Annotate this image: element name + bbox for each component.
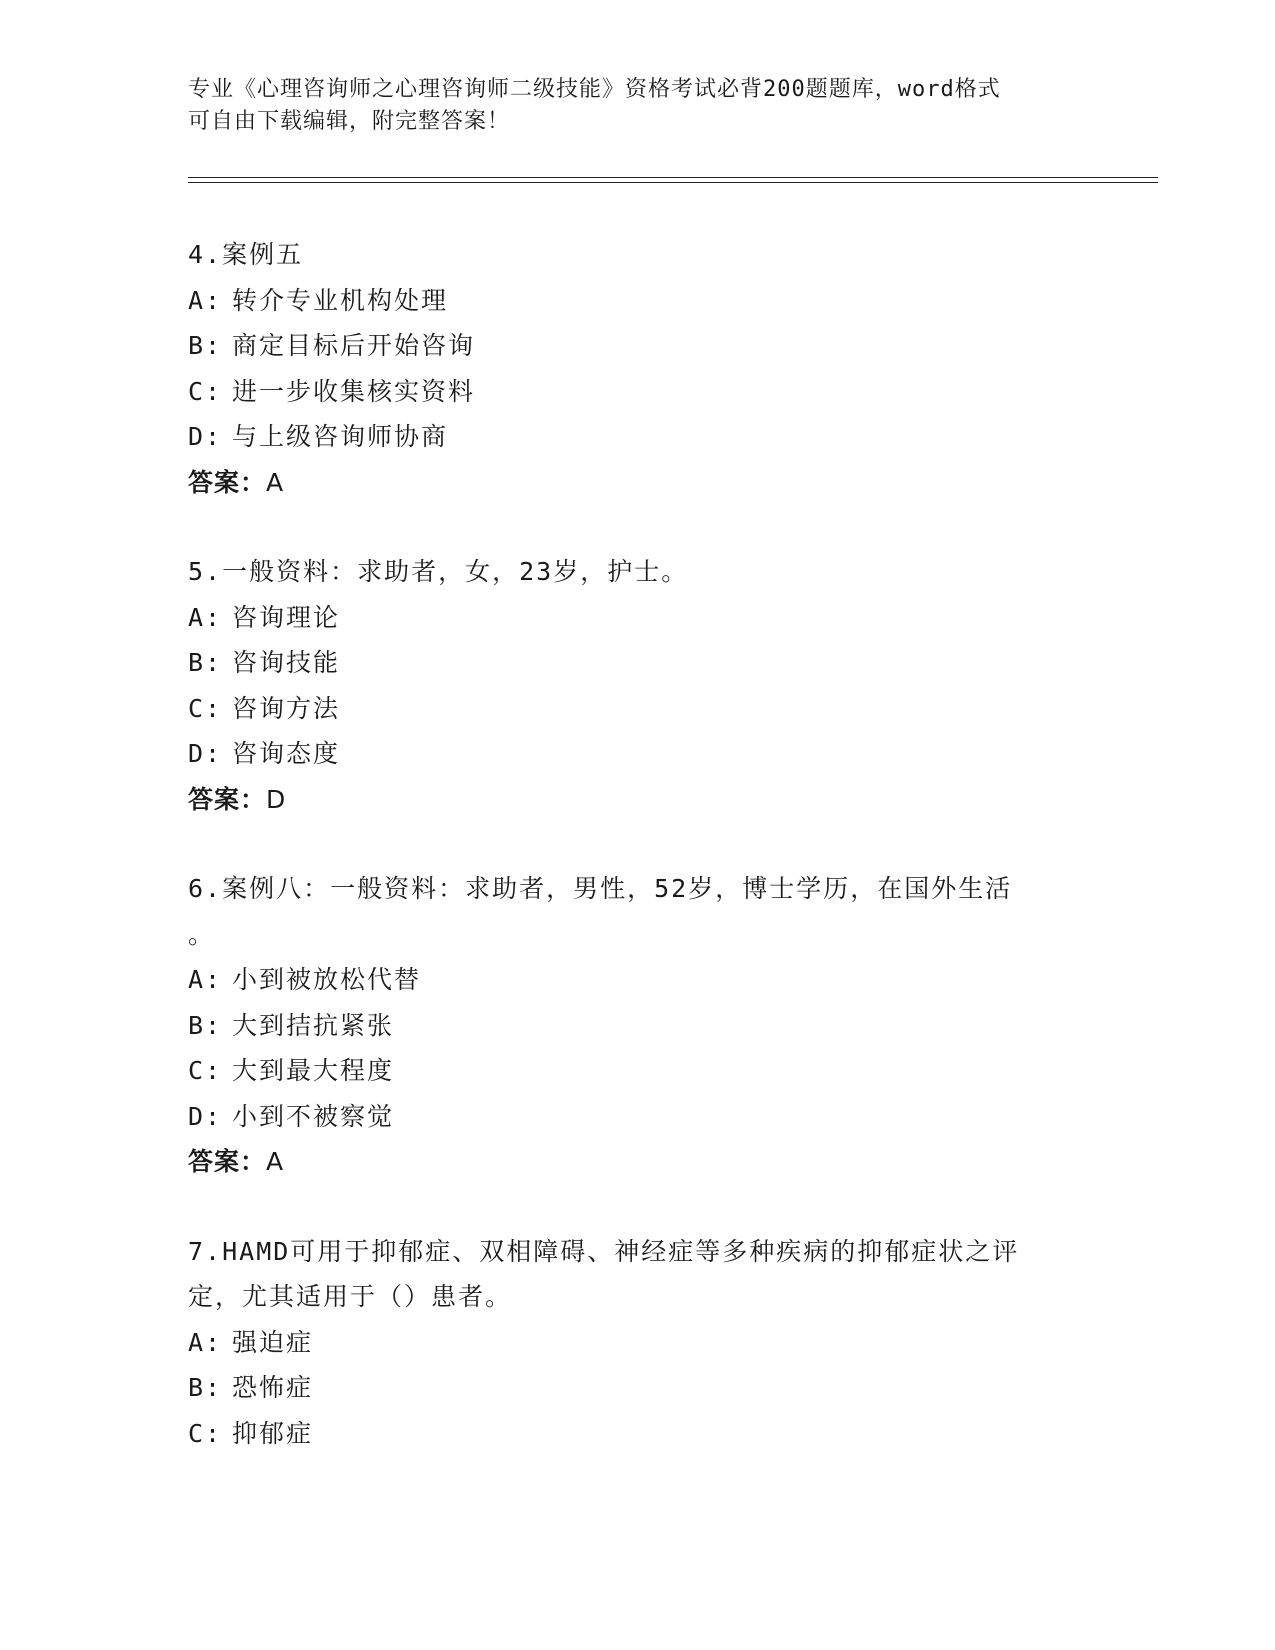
option-key: C: — [188, 1418, 223, 1448]
header-divider-bottom — [188, 182, 1158, 183]
option-text: 咨询技能 — [232, 648, 341, 677]
option-c — [188, 1411, 1068, 1457]
option-text: 小到被放松代替 — [232, 965, 422, 994]
option-key: D: — [188, 422, 223, 451]
option-key: A: — [188, 965, 223, 994]
option-text: 大到拮抗紧张 — [232, 1010, 395, 1040]
answer-line — [188, 460, 1068, 506]
answer-line — [188, 777, 1068, 823]
question-stem-line: 4.案例五 — [188, 240, 304, 269]
option-text: 抑郁症 — [232, 1418, 314, 1448]
option-c — [188, 1048, 1068, 1094]
option-key: C: — [188, 376, 223, 406]
question-stem — [188, 1229, 1068, 1320]
option-key: C: — [188, 1056, 223, 1085]
option-text: 咨询方法 — [232, 693, 341, 723]
question-stem-line: 。 — [188, 919, 216, 949]
option-a — [188, 1320, 1068, 1366]
answer-label: 答案： — [188, 784, 267, 814]
option-key: D: — [188, 739, 223, 768]
option-text: 恐怖症 — [232, 1373, 314, 1402]
question-stem — [188, 866, 1068, 957]
option-b — [188, 1003, 1068, 1049]
option-key: A: — [188, 602, 223, 632]
option-b — [188, 640, 1068, 686]
option-d — [188, 1094, 1068, 1140]
option-a — [188, 278, 1068, 324]
option-text: 转介专业机构处理 — [232, 285, 449, 315]
answer-label: 答案： — [188, 1147, 267, 1176]
option-key: D: — [188, 1101, 223, 1131]
header-divider-top — [188, 177, 1158, 178]
question-stem — [188, 549, 1068, 595]
answer-value: A — [266, 467, 285, 497]
question-item — [188, 232, 1068, 505]
option-text: 进一步收集核实资料 — [232, 376, 476, 406]
header-line-1: 专业《心理咨询师之心理咨询师二级技能》资格考试必背200题题库，word格式 — [188, 77, 1001, 102]
option-text: 小到不被察觉 — [232, 1101, 395, 1131]
question-item — [188, 1229, 1068, 1457]
option-c — [188, 686, 1068, 732]
header-line-2: 可自由下载编辑，附完整答案！ — [188, 109, 511, 134]
question-stem-line: 6.案例八：一般资料：求助者，男性，52岁，博士学历，在国外生活 — [188, 874, 1013, 903]
answer-value: D — [266, 784, 287, 814]
option-c — [188, 369, 1068, 415]
option-b — [188, 323, 1068, 369]
option-key: B: — [188, 1373, 223, 1402]
question-item — [188, 549, 1068, 822]
question-stem-line: 5.一般资料：求助者，女，23岁，护士。 — [188, 557, 689, 586]
option-text: 咨询理论 — [232, 602, 341, 632]
question-list — [188, 232, 1068, 1500]
question-stem-line: 定，尤其适用于（）患者。 — [188, 1282, 513, 1311]
document-header — [188, 74, 1068, 138]
question-stem — [188, 232, 1068, 278]
option-b — [188, 1365, 1068, 1411]
option-text: 大到最大程度 — [232, 1056, 395, 1085]
option-key: A: — [188, 285, 223, 315]
answer-label: 答案： — [188, 467, 267, 497]
answer-line — [188, 1139, 1068, 1185]
option-d — [188, 731, 1068, 777]
option-key: A: — [188, 1327, 223, 1357]
option-text: 与上级咨询师协商 — [232, 422, 449, 451]
option-text: 咨询态度 — [232, 739, 341, 768]
option-a — [188, 595, 1068, 641]
answer-value: A — [266, 1147, 285, 1176]
option-text: 强迫症 — [232, 1327, 314, 1357]
option-key: B: — [188, 648, 223, 677]
option-a — [188, 957, 1068, 1003]
question-item — [188, 866, 1068, 1185]
question-stem-line: 7.HAMD可用于抑郁症、双相障碍、神经症等多种疾病的抑郁症状之评 — [188, 1236, 1020, 1266]
option-d — [188, 414, 1068, 460]
option-text: 商定目标后开始咨询 — [232, 331, 476, 360]
option-key: B: — [188, 331, 223, 360]
option-key: B: — [188, 1010, 223, 1040]
option-key: C: — [188, 693, 223, 723]
